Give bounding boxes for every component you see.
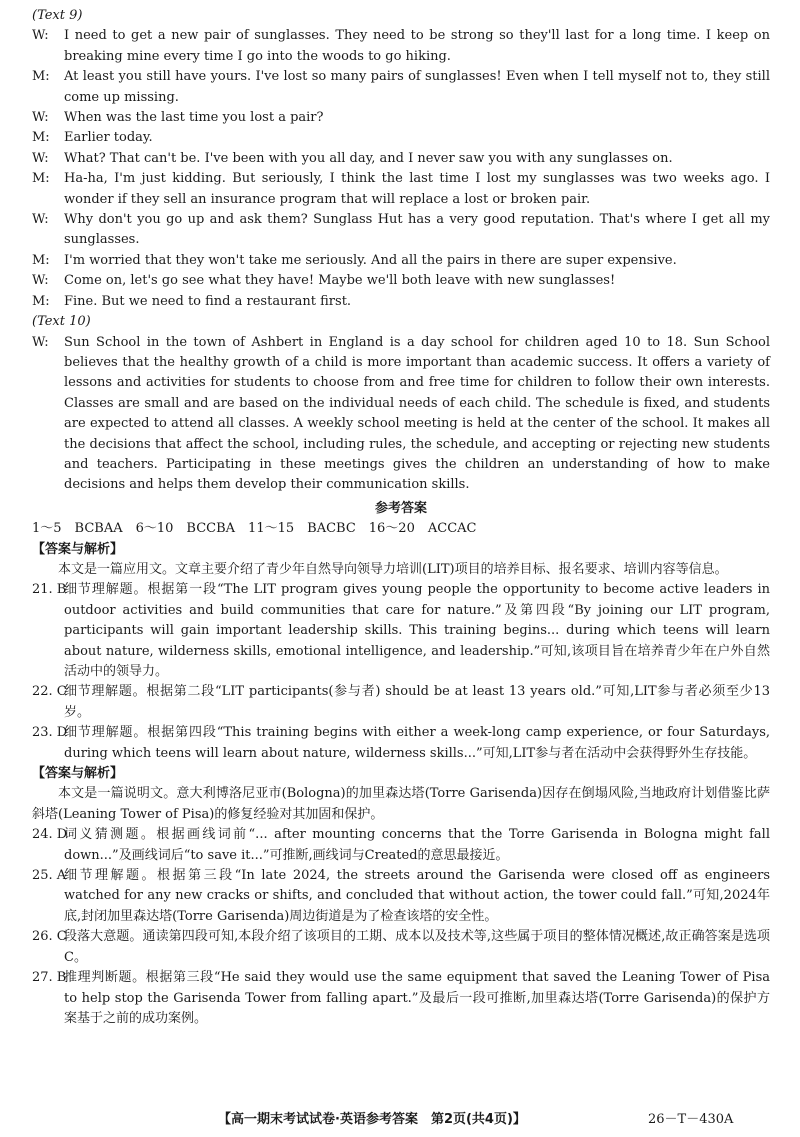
explanation-item — [32, 580, 770, 682]
section-intro: 本文是一篇说明文。意大利博洛尼亚市(Bologna)的加里森达塔(Torre Garisenda)因存在倒塌风险,当地政府计划借鉴比萨斜塔(Leaning Tower of Pisa)的修复经验对其加固和保护。 — [32, 786, 770, 822]
dialogue-line — [32, 271, 770, 291]
section-heading: 【答案与解析】 — [32, 766, 124, 782]
explanation-text: 细节理解题。根据第一段“The LIT program gives young people the opportunity to become active leaders in outdoor activities and build communities that care for nature.”及第四段“By joining our LIT program, participants will gain important leadership skills. This training begins... during which teens will learn about nature, wilderness skills, emotional intelligence, and leadership.”可知,该项目旨在培养青少年在户外自然活动中的领导力。 — [64, 582, 770, 679]
speaker: W: — [32, 28, 49, 44]
explanation-text: 细节理解题。根据第三段“In late 2024, the streets around the Garisenda were closed off as engineers watched for any new cracks or shifts, and concluded that without action, the tower could fall.”可知,2024年底,封闭加里森达塔(Torre Garisenda)周边街道是为了检查该塔的安全性。 — [64, 868, 770, 924]
answers-heading: 参考答案 — [374, 500, 427, 516]
explanation-item — [32, 927, 770, 968]
question-number: 27. B — [32, 970, 67, 986]
question-number: 21. B — [32, 582, 67, 598]
dialogue-text: At least you still have yours. I've lost so many pairs of sunglasses! Even when I tell myself not to, they still come up missing. — [64, 69, 770, 105]
explanation-item — [32, 866, 770, 927]
text10-monologue — [32, 333, 770, 496]
section-intro: 本文是一篇应用文。文章主要介绍了青少年自然导向领导力培训(LIT)项目的培养目标、报名要求、培训内容等信息。 — [58, 561, 728, 577]
speaker: M: — [32, 293, 50, 309]
explanation-text: 细节理解题。根据第二段“LIT participants(参与者) should be at least 13 years old.”可知,LIT参与者必须至少13岁。 — [64, 684, 770, 720]
page-content — [32, 6, 770, 1029]
answer-keys: 1～5 BCBAA 6～10 BCCBA 11～15 BACBC 16～20 ACCAC — [32, 521, 477, 537]
dialogue-text: Earlier today. — [64, 130, 153, 146]
question-number: 24. D — [32, 827, 68, 843]
dialogue-line — [32, 169, 770, 210]
explanation-item — [32, 968, 770, 1029]
speaker: W: — [32, 273, 49, 289]
dialogue-line — [32, 67, 770, 108]
section-heading: 【答案与解析】 — [32, 541, 124, 557]
speaker: W: — [32, 150, 49, 166]
question-number: 25. A — [32, 868, 67, 884]
speaker: M: — [32, 69, 50, 85]
explanation-item — [32, 825, 770, 866]
footer-code: 26－T－430A — [648, 1112, 734, 1127]
dialogue-text: Come on, let's go see what they have! Maybe we'll both leave with new sunglasses! — [64, 273, 616, 289]
speaker: M: — [32, 252, 50, 268]
speaker: W: — [32, 212, 49, 228]
explanation-item — [32, 723, 770, 764]
explanation-text: 细节理解题。根据第四段“This training begins with either a week-long camp experience, or four Saturdays, during which teens will learn about nature, wilderness skills...”可知,LIT参与者在活动中会获得野外生存技能。 — [64, 725, 770, 761]
speaker: W: — [32, 110, 49, 126]
question-number: 22. C — [32, 684, 67, 700]
footer-title: 【高一期末考试试卷·英语参考答案 第2页(共4页)】 — [218, 1112, 526, 1127]
dialogue-text: Fine. But we need to find a restaurant first. — [64, 293, 352, 309]
question-number: 26. C — [32, 929, 67, 945]
dialogue-line — [32, 108, 770, 128]
explanation-text: 词义猜测题。根据画线词前“... after mounting concerns that the Torre Garisenda in Bologna might fall down...”及画线词后“to save it...”可推断,画线词与Created的意思最接近。 — [64, 827, 770, 863]
text10-label: (Text 10) — [32, 314, 91, 330]
dialogue-text: I'm worried that they won't take me seriously. And all the pairs in there are super expensive. — [64, 252, 677, 268]
speaker: M: — [32, 130, 50, 146]
explanation-text: 推理判断题。根据第三段“He said they would use the same equipment that saved the Leaning Tower of Pisa to help stop the Garisenda Tower from falling apart.”及最后一段可推断,加里森达塔(Torre Garisenda)的保护方案基于之前的成功案例。 — [64, 970, 770, 1026]
dialogue-text: What? That can't be. I've been with you all day, and I never saw you with any sunglasses on. — [64, 150, 673, 166]
text9-dialogue — [32, 26, 770, 312]
dialogue-text: Ha-ha, I'm just kidding. But seriously, I think the last time I lost my sunglasses was two weeks ago. I wonder if they sell an insurance program that will replace a lost or broken pair. — [64, 171, 770, 207]
dialogue-text: I need to get a new pair of sunglasses. They need to be strong so they'll last for a long time. I keep on breaking mine every time I go into the woods to go hiking. — [64, 28, 770, 64]
dialogue-line — [32, 292, 770, 312]
monologue-text: Sun School in the town of Ashbert in England is a day school for children aged 10 to 18. Sun School believes that the healthy growth of a child is more important than academic success. It offers a variety of lessons and activities for students to choose from and free time for children to follow their own interests. Classes are small and are based on the individual needs of each child. The schedule is fixed, and students are expected to attend all classes. A weekly school meeting is held at the center of the school. It makes all the decisions that affect the school, including rules, the schedule, and accepting or rejecting new students and teachers. Participating in these meetings gives the children an understanding of how to make decisions and helps them develop their communication skills. — [64, 334, 770, 493]
explanation-item — [32, 682, 770, 723]
dialogue-line — [32, 149, 770, 169]
dialogue-line — [32, 26, 770, 67]
dialogue-line — [32, 251, 770, 271]
dialogue-line — [32, 128, 770, 148]
text9-label: (Text 9) — [32, 8, 83, 23]
dialogue-text: Why don't you go up and ask them? Sunglass Hut has a very good reputation. That's where I get all my sunglasses. — [64, 212, 770, 248]
explanation-text: 段落大意题。通读第四段可知,本段介绍了该项目的工期、成本以及技术等,这些属于项目的整体情况概述,故正确答案是选项C。 — [64, 929, 770, 965]
question-number: 23. D — [32, 725, 68, 741]
speaker: W: — [32, 334, 49, 350]
speaker: M: — [32, 171, 50, 187]
dialogue-line — [32, 210, 770, 251]
dialogue-text: When was the last time you lost a pair? — [64, 110, 324, 126]
